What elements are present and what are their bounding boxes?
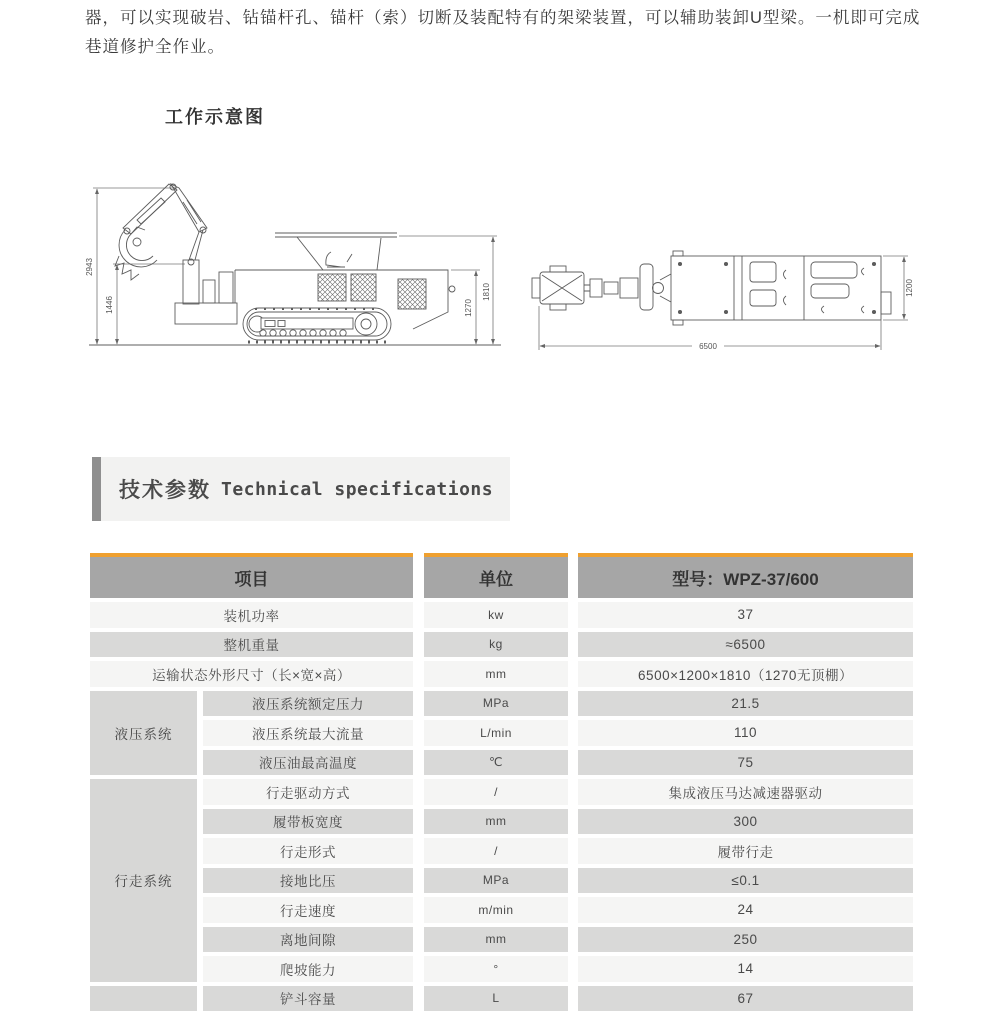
item-cell: 液压系统额定压力 [203, 691, 413, 717]
section-title-box [101, 457, 510, 521]
item-cell: 履带板宽度 [203, 809, 413, 835]
value-cell: 37 [578, 602, 913, 628]
table-row [203, 838, 913, 864]
table-row [203, 750, 913, 776]
section-title-bar [92, 457, 101, 521]
spec-table-header [90, 553, 913, 598]
dim-height-overall: 1810 [482, 283, 491, 301]
item-cell: 液压系统最大流量 [203, 720, 413, 746]
table-section [90, 986, 913, 1015]
table-row [203, 868, 913, 894]
item-cell: 行走速度 [203, 897, 413, 923]
value-cell: 履带行走 [578, 838, 913, 864]
dim-length: 6500 [699, 342, 717, 351]
item-cell: 装机功率 [90, 602, 413, 628]
spec-table-body [90, 602, 913, 1015]
intro-line-2: 巷道修护全作业。 [85, 33, 925, 62]
header-item: 项目 [90, 553, 413, 598]
table-row [203, 986, 913, 1012]
unit-cell: L/min [424, 720, 568, 746]
table-row [203, 927, 913, 953]
unit-cell: m/min [424, 897, 568, 923]
table-row [90, 632, 913, 658]
item-cell: 接地比压 [203, 868, 413, 894]
table-row [90, 602, 913, 628]
value-cell: ≤0.1 [578, 868, 913, 894]
item-cell: 离地间隙 [203, 927, 413, 953]
value-cell: 24 [578, 897, 913, 923]
grapple-head [115, 227, 157, 280]
item-cell: 液压油最高温度 [203, 750, 413, 776]
unit-cell: MPa [424, 868, 568, 894]
table-row [203, 809, 913, 835]
value-cell: 21.5 [578, 691, 913, 717]
value-cell: 14 [578, 956, 913, 982]
group-cell [90, 986, 197, 1012]
header-unit: 单位 [424, 553, 568, 598]
head-top-view [532, 266, 584, 310]
group-cell: 行走系统 [90, 779, 197, 982]
item-cell: 铲斗容量 [203, 986, 413, 1012]
item-cell: 爬坡能力 [203, 956, 413, 982]
dim-width: 1200 [905, 279, 914, 297]
unit-cell: ° [424, 956, 568, 982]
intro-paragraph [85, 4, 925, 62]
value-cell: 250 [578, 927, 913, 953]
arm-top-view [584, 264, 671, 310]
section-title-zh: 技术参数 [119, 474, 211, 504]
table-row [90, 661, 913, 687]
unit-cell: / [424, 838, 568, 864]
section-title-en: Technical specifications [221, 479, 493, 500]
spec-table [90, 553, 913, 1015]
top-view-diagram [508, 228, 928, 378]
value-cell: 6500×1200×1810（1270无顶棚） [578, 661, 913, 687]
unit-cell: kg [424, 632, 568, 658]
value-cell: 300 [578, 809, 913, 835]
table-row [203, 779, 913, 805]
unit-cell: mm [424, 927, 568, 953]
unit-cell: L [424, 986, 568, 1012]
top-view-dimensions [539, 256, 908, 350]
table-row [203, 691, 913, 717]
value-cell: 110 [578, 720, 913, 746]
table-row [203, 720, 913, 746]
table-row [203, 897, 913, 923]
unit-cell: ℃ [424, 750, 568, 776]
group-cell: 液压系统 [90, 691, 197, 776]
item-cell: 整机重量 [90, 632, 413, 658]
unit-cell: kw [424, 602, 568, 628]
diagram-heading: 工作示意图 [165, 103, 265, 129]
unit-cell: MPa [424, 691, 568, 717]
value-cell: 集成液压马达减速器驱动 [578, 779, 913, 805]
table-section [90, 779, 913, 986]
dim-height-total: 2943 [85, 258, 94, 276]
intro-line-1: 器，可以实现破岩、钻锚杆孔、锚杆（索）切断及装配特有的架梁装置，可以辅助装卸U型梁。一机即可完成 [85, 4, 925, 33]
unit-cell: mm [424, 809, 568, 835]
canopy [275, 233, 397, 270]
boom-arm [123, 184, 207, 304]
table-section [90, 602, 913, 691]
unit-cell: mm [424, 661, 568, 687]
crawler-track [243, 308, 391, 342]
unit-cell: / [424, 779, 568, 805]
section-title [92, 457, 510, 521]
value-cell: ≈6500 [578, 632, 913, 658]
dim-height-body: 1446 [105, 296, 114, 314]
dim-height-no-canopy: 1270 [464, 299, 473, 317]
table-section [90, 691, 913, 780]
item-cell: 行走形式 [203, 838, 413, 864]
item-cell: 行走驱动方式 [203, 779, 413, 805]
value-cell: 75 [578, 750, 913, 776]
body-top-view [671, 251, 891, 325]
header-model: 型号：WPZ-37/600 [578, 553, 913, 598]
table-row [203, 956, 913, 982]
item-cell: 运输状态外形尺寸（长×宽×高） [90, 661, 413, 687]
value-cell: 67 [578, 986, 913, 1012]
side-view-diagram [85, 172, 505, 372]
